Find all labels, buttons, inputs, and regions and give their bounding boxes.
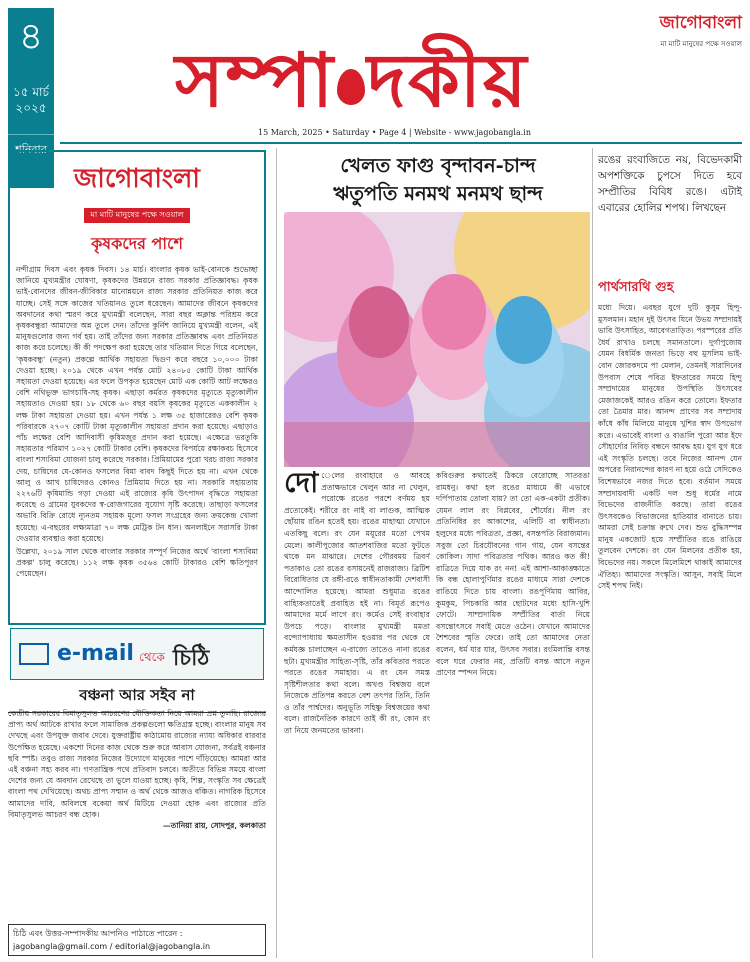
article-column-2: কবিগুরুর কথাতেই ঠিকরে বেরোচ্ছে সাতরঙা রামধনু। কথা হল রঙের মাধ্যমে কী এভাবে দর্পিপাতায় তোলা যায়? তা তো এক-একটা প্রতীক। যেমন লাল রং বিপ্লবের, শৌর্যের। নীল রং প্রতিনিধির রং আকাশের, এলিটি বা স্বাধীনতা। হলুদের মধ্যে পবিত্রতা, প্রজ্ঞা, বসন্তপতি বিরাজমান। সবুজ তো চিরযৌবনের গান গায়, যেন বসন্তের কোকিল। সাদা পবিত্রতার পথিক। আরও কত কী! রাত্রিতে দিয়ে যাক রং নন! এই আশা-আকাঙ্ক্ষাতে কি বন্ধ হোলাপুর্ণিমার রঙের মাধ্যমে সারা দেশকে রাঙিয়ে দিতে চায় বাংলা। রঙপূর্ণিমায় আবির, কুমকুম, পিচকারি আর ছোটদের মধ্যে হাসি-খুশি ফোটে। সাম্প্রদায়িক সম্প্রীতির বার্তা নিয়ে বসন্তোৎসবে সবাই মেতে ওঠেন। যেখানে আমাদের শৈশবের স্মৃতি ফেরে। তাই তো আমাদের নেতা বলেন, ধর্ম যার যার, উৎসব সবার। রংমিলান্তি বসন্ত বলে ঘরে ফেরার নয়, প্রতিটি বসন্ত আসে নতুন প্রাণের স্পন্দন নিয়ে। — [436, 471, 590, 678]
issue-date: ১৫ মার্চ ২০২৫ — [12, 85, 49, 115]
column-divider-right — [592, 148, 593, 958]
letter-body — [8, 708, 266, 923]
headline-line-2: ঋতুপতি মনমথ মনমথ ছান্দ — [333, 182, 543, 205]
drop-cap: দো — [284, 470, 319, 499]
article-author: পার্থসারথি গুহ — [598, 280, 674, 295]
holi-photo — [284, 212, 590, 467]
masthead-right: দকীয় — [367, 38, 529, 124]
submission-note — [8, 924, 266, 956]
submission-emails[interactable]: jagobangla@gmail.com / editorial@jagobangla.in — [13, 942, 211, 951]
editorial-paragraph: নন্দীগ্রাম দিবস এবং কৃষক দিবস। ১৪ মার্চ। বাংলার কৃষক ভাই-বোনকে শুভেচ্ছা জানিয়ে মুখ্যমন্ত্রীর ঘোষণা, কৃষকদের উন্নয়নে রাজ্য সরকার প্রতিজ্ঞাবদ্ধ। কৃষক ভাই-বোনদের জীবন-জীবিকার মানোন্নয়নে রাজ্য সরকার প্রতিনিয়ত কাজ করে যাচ্ছে। সেই সঙ্গে কাজের খতিয়ানও তুলে ধরেছেন। আমাদের জীবনে কৃষকদের অবদানের কথা স্মরণ করে মুখ্যমন্ত্রী বলেছেন, সারা বছর অক্লান্ত পরিশ্রম করে কৃষকবন্ধুরা আমাদের অন্ন তুলে দেন। তাঁদের কুর্নিশ জানিয়ে মুখ্যমন্ত্রী বলেন, এই মানুষগুলোর জন্য গর্ব হয়। তাই তাঁদের জন্য সরকার প্রতিজ্ঞাবদ্ধ এবং প্রতিনিয়ত কাজ করে চলেছে। কী কী পদক্ষেপ করা হয়েছে তার খতিয়ান দিতে গিয়ে বলেছেন, 'কৃষকবন্ধু' (নতুন) প্রকল্পে আর্থিক সহায়তা দ্বিগুণ করে বছরে ১০,০০০ টাকা দেওয়া হচ্ছে। ২০১৯ থেকে এখন পর্যন্ত মোট ২৪০৮৫ কোটি টাকা আর্থিক সহায়তা দেওয়া হয়েছে। এর ফলে উপকৃত হয়েছেন মোট এক কোটি আট লক্ষেরও বেশি নথিভুক্ত ভাগচাষি-সহ কৃষক। এছাড়া কর্মরত কৃষকদের মৃত্যুতে মৃত্যুকালীন সহায়তাও দেওয়া হয়। ১৮ থেকে ৬০ বছর বয়সি কৃষকের মৃত্যুতে এককালীন ২ লক্ষ টাকা সহায়তা দেওয়া হয়। এখন পর্যন্ত ১ লক্ষ ৩৫ হাজারেরও বেশি কৃষক পরিবারকে ২৭০৭ কোটি টাকা মৃত্যুকালীন সহায়তা প্রদান করা হয়েছে। এছাড়াও পাঁচ লক্ষের বেশি আদিবাসী কৃষিমজুর প্রদান করা হয়েছে। এক্ষেত্রে ভরতুকি সহায়তার পরিমাণ ১০২৭ কোটি টাকার বেশি। কৃষকদের বিপর্যয়ে রক্ষাকবচ হিসেবে বাংলা শস্যবিমা যোজনা চালু করেছে সরকার। প্রিমিয়ামের পুরো খরচ রাজ্য সরকার দেয়, চাষিদের যে-কোনও ফসলের বিমা বাবদ কিছুই দিতে হয় না। এখন থেকে আলু ও আখ চাষিদেরও কোনও প্রিমিয়াম দিতে হয় না। সরকারি সহায়তায় ২২৭৬টি কৃষিমান্ডি গড়া দেওয়া এই রাজ্যের কৃষি উৎপাদন বৃদ্ধিতে সহায়তা করেছে ও গ্রামের যুবকদের স্ব-রোজগারের সুযোগ সৃষ্টি করেছে। তাছাড়া ফসলের অভাবি বিক্রি রোধে ন্যূনতম সহায়ক মূল্যে ফসল সংগ্রহের জন্য ক্রয়কেন্দ্র খোলা হয়েছে। এ-বছরের লক্ষ্যমাত্রা ৭০ লক্ষ মেট্রিক টন ধান। অনলাইনে সরাসরি টাকা দেওয়ার ব্যবস্থাও করা হয়েছে। — [16, 265, 258, 543]
color-drop-icon — [337, 69, 365, 105]
email-banner — [10, 628, 264, 680]
editorial-logo — [10, 158, 264, 223]
article-headline — [284, 152, 592, 208]
masthead — [175, 36, 595, 126]
editorial-title: কৃষকদের পাশে — [91, 234, 183, 253]
editorial-logo-tagline: মা মাটি মানুষের পক্ষে সওয়াল — [84, 208, 189, 223]
letter-label: চিঠি — [173, 645, 210, 671]
letter-signature: —তানিয়া রায়, সোদপুর, কলকাতা — [163, 821, 266, 831]
email-label: e-mail — [57, 641, 134, 666]
letter-text: কেন্দ্রীয় সরকারের বিমাতৃসুলভ আচরণের যৌক্তিকতা নিয়ে আমরা প্রশ্ন তুলছি। রাজ্যের প্রাপ্য অর্থ আটকে রাখার ফলে সামাজিক প্রকল্পগুলো ক্ষতিগ্রস্ত হচ্ছে। বাংলার মানুষ সব দেখছে এবং উপযুক্ত জবাব দেবে। যুক্তরাষ্ট্রীয় কাঠামোয় রাজ্যের ন্যায্য অধিকার বারবার উপেক্ষিত হয়েছে। একশো দিনের কাজ থেকে শুরু করে আবাস যোজনা, সর্বত্রই বঞ্চনার ছবি স্পষ্ট। তবুও রাজ্য সরকার নিজের উদ্যোগে মানুষের পাশে দাঁড়িয়েছে। আমরা আর এই বঞ্চনা সহ্য করব না। গণতান্ত্রিক পথে প্রতিবাদ চলবে। অতীতে বিভিন্ন সময়ে বাংলা দেশের জন্য যে অবদান রেখেছে তা ভুলে যাওয়া হচ্ছে। কৃষি, শিল্প, সংস্কৃতি সব ক্ষেত্রেই বাংলা পথ দেখিয়েছে। অথচ প্রাপ্য সম্মান ও অর্থ থেকে আজও বঞ্চিত। নাগরিক হিসেবে আমাদের দাবি, অবিলম্বে বকেয়া অর্থ মিটিয়ে দেওয়া হোক এবং রাজ্যের প্রতি বিমাতৃসুলভ আচরণ বন্ধ হোক। — [8, 709, 266, 819]
article-column-1 — [284, 470, 430, 955]
headline-line-1: খেলত ফাগু বৃন্দাবন-চান্দ — [340, 154, 536, 177]
letter-title: বঞ্চনা আর সইব না — [8, 684, 266, 713]
article-intro: রঙের রংবাজিতে নয়, বিভেদকামী অপশক্তিকে চুপসে দিতে হবে সম্প্রীতির বিবিধ রঙে। এটাই এবারের হোলির শপথ। লিখছেন — [598, 154, 742, 214]
dateline: 15 March, 2025 • Saturday • Page 4 | Website - www.jagobangla.in — [258, 128, 532, 137]
editorial-paragraph: উল্লেখ্য, ২০১৯ সাল থেকে বাংলার সরকার সম্পূর্ণ নিজের অর্থে 'বাংলা শস্যবিমা প্রকল্প' চালু করেছে। ১১২ লক্ষ কৃষক ৩৫৬৪ কোটি টাকারও বেশি ক্ষতিপূরণ পেয়েছেন। — [16, 547, 258, 579]
holi-photo-illustration — [284, 212, 590, 467]
envelope-icon — [19, 643, 49, 665]
submission-note-text: চিঠি এবং উত্তর-সম্পাদকীয় আপনিও পাঠাতে পারেন : — [13, 929, 183, 938]
editorial-logo-name: জাগোবাংলা — [74, 164, 200, 194]
column-divider-left — [276, 148, 277, 958]
article-column-1-text: েলের রংবাহারে ও আবহে প্রতাক্ষভাবে খেলুন আর না খেলুন, পরোক্ষে রঙের পরশে বর্ণময় হয় প্রত্যেকেই। শরীরে রং নাই বা লাগুক, আত্মিক ছোঁয়ায় রঙিন হতেই হয়। রঙের মাহাত্ম্য যেখানে এতকিছু বলে। রং যেন ময়ূরের মতো পেখম মেলে। কালীপুজোর আতশবাজির মতো ফুটতে থাকে মন মাঝারে। দেশের গৌরবময় ত্রিবর্ণ পতাকাও তো রঙের রসায়নেই রাজরাজ্য। ব্রিটিশ বিরোধিতার যে রঙ্গী-রঙে স্বাধীনতাকামী দেশবাসী আন্দোলিত হয়েছে। আমরা শুধুমাত্র রঙের বাহ্যিকতাতেই প্রবাহিত হই না। বিমূর্ত রূপেও আমাদের মর্মে লাগে রং। কর্মেও সেই রংবাহার উপচে পড়ে। বাংলার মুখ্যমন্ত্রী মমতা বন্দ্যোপাধ্যায় ক্ষমতাসীন হওয়ার পর থেকে যে কর্মযজ্ঞ চালাচ্ছেন এ-রাজ্যে তাতেও নানা রঙের ছটা। মুখ্যমন্ত্রীর সাহিত্য-সৃষ্টি, তাঁর কবিতার পরতে পরতে রঙের সমাহার। এ রং যেন সমস্ত সৃষ্টিশীলতার কথা বলে। অখণ্ড বিশ্বজয় বলে নিজেকে প্রতিপন্ন করতে বেশ তৎপর তিনি, তিনি ও তাঁর পার্শ্বদের। অনুভূতি সহিষ্ণু বিশ্বজয়ের কথা বলে। রাজনৈতিক কারণে তাই কী রং, কোন রং তা নিয়ে জনমতের ভাবনা। — [284, 471, 430, 736]
editorial-box — [8, 150, 266, 625]
article-column-3: মধ্যে দিয়ে। এবছর যুগে দুটি কুসুম হিন্দু-মুসলমান। মহান দুই উৎসব যিনে উভয় সম্প্রদায়ই ভাবি উৎসাহিত, আবেগতাড়িত। পরস্পরের প্রতি ধৈর্য রাখাও চলছে সমানতালে। দুর্গাপুজোয় যেমন বিধর্মিক জনতা ভিড়ে বহু মুসলিম ভাই-বোন জোরকদমে পা মেলান, তেমনই সারাদিনের উপবাস শেষে পবিত্র ইফতারের সময়ে হিন্দু সম্প্রদায়ের মানুষের উপস্থিতি উৎসবের মেজাজকেই আরও রঙিন করে তোলে। ইফতার তো ত্রৈমার মার। আনন্দ প্রাণের সব সম্প্রদায় কাঁধে কাঁধ মিলিয়ে মানুষে খুশির স্বাদ উপভোগ করে। এভাবেই বাংলা ও বাঙালি পুরো আর ইদে সৌহার্দ্যের নিবিড় বন্ধনে আবদ্ধ হয়। যুগ যুগ ধরে এই সংস্কৃতি চলছে। তবে নিজের আনন্দ যেন অপরের নিরানন্দের কারণ না হয়ে ওঠে সেদিকেও বিশেষভাবে নজর দিতে হবে। বর্তমান সময়ে সম্প্রদায়বাদী একটি দল শুধু ধর্মের নামে বিভেদের রাজনীতি করছে। তারা রঙের উৎসবকেও বিভাজনের হাতিয়ার বানাতে চায়। আমরা সেই চক্রান্ত রুখে দেব। শুভ বুদ্ধিসম্পন্ন মানুষ একজোট হয়ে সম্প্রীতির রঙে রাঙিয়ে তুলবেন দেশকে। রং যেন মিলনের প্রতীক হয়, বিভেদের নয়। সকলে মিলেমিশে থাকাই আমাদের ঐতিহ্য। আমাদের সংস্কৃতি। আসুন, সবাই মিলে সেই শপথ নিই। — [598, 303, 742, 591]
from-label: থেকে — [139, 650, 165, 664]
header-divider — [60, 142, 742, 144]
editorial-body — [10, 264, 264, 580]
masthead-left: সম্পা — [175, 38, 336, 124]
page-number: ৪ — [18, 14, 44, 58]
brand-logo-tagline: মা মাটি মানুষের পক্ষে সওয়াল — [660, 40, 742, 48]
issue-weekday: শনিবার — [8, 134, 54, 160]
brand-logo-name: জাগোবাংলা — [659, 13, 742, 33]
brand-logo[interactable] — [618, 10, 742, 50]
